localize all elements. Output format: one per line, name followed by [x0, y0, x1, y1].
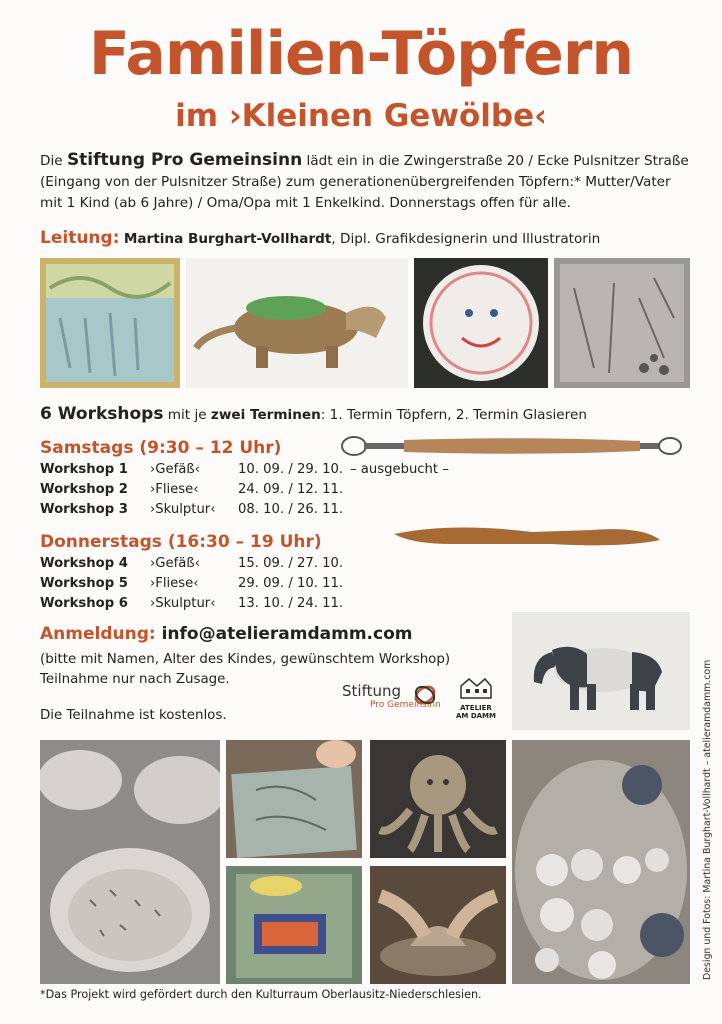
registration-email[interactable]: info@atelieramdamm.com [161, 624, 413, 644]
kiln-photo [512, 740, 690, 984]
leitung-name: Martina Burghart-Vollhardt [123, 231, 332, 247]
stiftung-logo [342, 682, 442, 722]
workshop-name: Workshop 4 [40, 556, 128, 571]
workshop-topic: ›Fliese‹ [150, 482, 199, 497]
workshop-note: – ausgebucht – [350, 462, 449, 477]
leitung-role: , Dipl. Grafikdesignerin und Illustratorin [331, 231, 601, 247]
atelier-logo [456, 676, 496, 722]
leitung-label: Leitung: [40, 228, 120, 248]
thursday-heading: Donnerstags (16:30 – 19 Uhr) [40, 532, 322, 552]
leitung-line [40, 226, 600, 251]
workshop-topic: ›Gefäß‹ [150, 556, 200, 571]
tile-photo-1 [40, 258, 180, 388]
workshops-terms: zwei Terminen [210, 407, 321, 423]
workshop-dates: 10. 09. / 29. 10. [238, 462, 344, 477]
workshop-name: Workshop 1 [40, 462, 128, 477]
workshop-topic: ›Skulptur‹ [150, 502, 216, 517]
atelier-logo-line1: ATELIER [460, 704, 492, 712]
workshop-dates: 08. 10. / 26. 11. [238, 502, 344, 517]
page-subtitle: im ›Kleinen Gewölbe‹ [175, 98, 547, 134]
octopus-sculpture-photo [370, 740, 506, 858]
workshop-dates: 24. 09. / 12. 11. [238, 482, 344, 497]
intro-org: Stiftung Pro Gemeinsinn [66, 150, 303, 170]
workshop-topic: ›Gefäß‹ [150, 462, 200, 477]
free-participation: Die Teilnahme ist kostenlos. [40, 708, 227, 723]
workshop-dates: 29. 09. / 10. 11. [238, 576, 344, 591]
workshop-dates: 15. 09. / 27. 10. [238, 556, 344, 571]
atelier-house-icon [459, 676, 493, 700]
workshop-name: Workshop 5 [40, 576, 128, 591]
workshop-topic: ›Fliese‹ [150, 576, 199, 591]
colorful-tile-photo [226, 866, 362, 984]
intro-prefix: Die [40, 153, 67, 169]
registration-note-line1: (bitte mit Namen, Alter des Kindes, gewünschtem Workshop) [40, 652, 451, 667]
registration-note-line2: Teilnahme nur nach Zusage. [40, 672, 230, 687]
registration-label: Anmeldung: [40, 624, 156, 644]
bowls-photo [40, 740, 220, 984]
workshop-topic: ›Skulptur‹ [150, 596, 216, 611]
workshops-rest: : 1. Termin Töpfern, 2. Termin Glasieren [320, 407, 587, 423]
wheel-throwing-photo [370, 866, 506, 984]
atelier-logo-line2: AM DAMM [456, 712, 496, 720]
tapir-sculpture-photo [512, 612, 690, 730]
intro-paragraph [40, 150, 690, 214]
workshops-count: 6 Workshops [40, 404, 164, 424]
workshop-name: Workshop 6 [40, 596, 128, 611]
footnote: *Das Projekt wird gefördert durch den Kulturraum Oberlausitz-Niederschlesien. [40, 988, 482, 1001]
stiftung-logo-line2: Pro Gemeinsinn [370, 700, 441, 710]
workshops-mid: mit je [163, 407, 211, 423]
stiftung-logo-line1: Stiftung [342, 682, 402, 700]
stiftung-logo-icon [412, 682, 438, 708]
workshop-dates: 13. 10. / 24. 11. [238, 596, 344, 611]
intro-text: lädt ein in die Zwingerstraße 20 / Ecke Pulsnitzer Straße (Eingang von der Pulsnitzer Straße) zum generationenübergreifenden Töpfern:* Mutter/Vater mit 1 Kind (ab 6 Jahre) / Oma/Opa mit 1 Enkelkind. Donnerstags offen für alle. [40, 153, 689, 211]
bowl-face-photo [414, 258, 548, 388]
workshops-intro [40, 404, 587, 424]
grey-tile-photo [554, 258, 690, 388]
animal-sculpture-photo [186, 258, 408, 388]
registration-line [40, 624, 412, 644]
tile-making-photo [226, 740, 362, 858]
workshop-name: Workshop 2 [40, 482, 128, 497]
wooden-tool-image [392, 522, 664, 556]
photo-credit: Design und Fotos: Martina Burghart-Vollhardt – atelieramdamm.com [702, 659, 713, 980]
workshop-name: Workshop 3 [40, 502, 128, 517]
page-title: Familien-Töpfern [88, 19, 634, 89]
saturday-heading: Samstags (9:30 – 12 Uhr) [40, 438, 282, 458]
